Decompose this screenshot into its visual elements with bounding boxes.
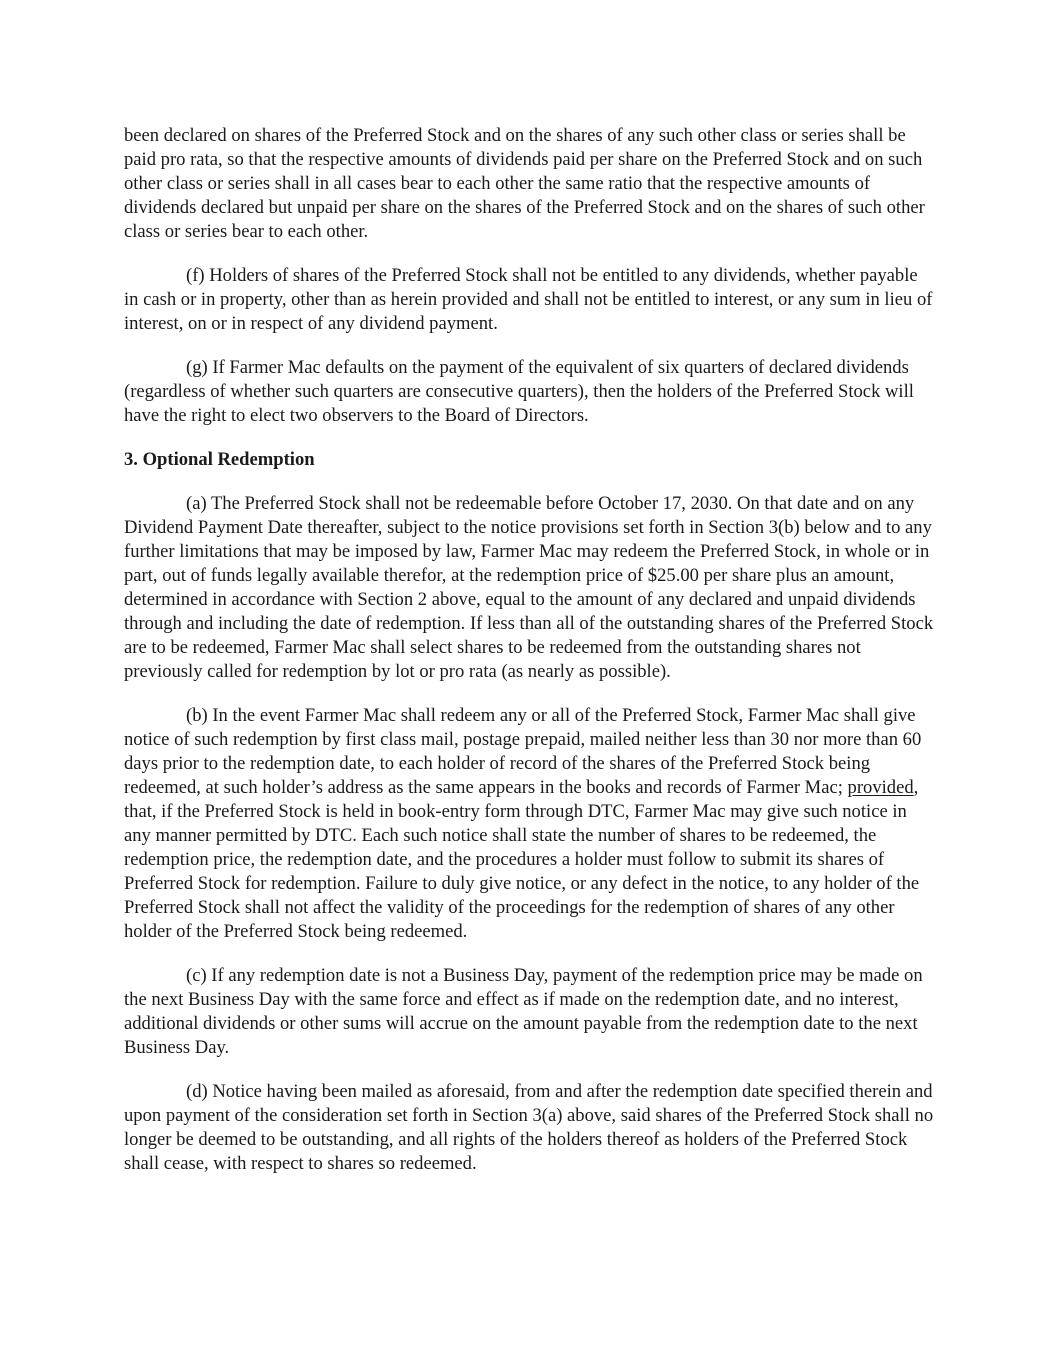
paragraph-f: (f) Holders of shares of the Preferred Stock shall not be entitled to any dividends, whether payable in cash or in property, other than as herein provided and shall not be entitled to interest, or any sum in lieu of interest, on or in respect of any dividend payment. <box>124 265 933 334</box>
paragraph-g: (g) If Farmer Mac defaults on the payment of the equivalent of six quarters of declared dividends (regardless of whether such quarters are consecutive quarters), then the holders of the Preferred Stock will have the right to elect two observers to the Board of Directors. <box>124 357 914 426</box>
paragraph-3b-part1: (b) In the event Farmer Mac shall redeem any or all of the Preferred Stock, Farmer Mac shall give notice of such redemption by first class mail, postage prepaid, mailed neither less than 30 nor more than 60 days prior to the redemption date, to each holder of record of the shares of the Preferred Stock being redeemed, at such holder’s address as the same appears in the books and records of Farmer Mac; <box>124 705 922 798</box>
paragraph-3c: (c) If any redemption date is not a Business Day, payment of the redemption price may be made on the next Business Day with the same force and effect as if made on the redemption date, and no interest, additional dividends or other sums will accrue on the amount payable from the redemption date to the next Business Day. <box>124 965 923 1058</box>
paragraph-3b-part2: , that, if the Preferred Stock is held in book-entry form through DTC, Farmer Mac may give such notice in any manner permitted by DTC. Each such notice shall state the number of shares to be redeemed, the redemption price, the redemption date, and the procedures a holder must follow to submit its shares of Preferred Stock for redemption. Failure to duly give notice, or any defect in the notice, to any holder of the Preferred Stock shall not affect the validity of the proceedings for the redemption of shares of any other holder of the Preferred Stock being redeemed. <box>124 777 920 942</box>
provided-underlined-term: provided <box>847 777 914 798</box>
paragraph-continued: been declared on shares of the Preferred Stock and on the shares of any such other class or series shall be paid pro rata, so that the respective amounts of dividends paid per share on the Preferred Stock and on such other class or series shall in all cases bear to each other the same ratio that the respective amounts of dividends declared but unpaid per share on the shares of the Preferred Stock and on the shares of such other class or series bear to each other. <box>124 125 925 242</box>
paragraph-3b <box>124 704 934 944</box>
paragraph-3d: (d) Notice having been mailed as aforesaid, from and after the redemption date specified therein and upon payment of the consideration set forth in Section 3(a) above, said shares of the Preferred Stock shall no longer be deemed to be outstanding, and all rights of the holders thereof as holders of the Preferred Stock shall cease, with respect to shares so redeemed. <box>124 1081 934 1174</box>
section-heading-optional-redemption: 3. Optional Redemption <box>124 449 315 470</box>
paragraph-3a: (a) The Preferred Stock shall not be redeemable before October 17, 2030. On that date and on any Dividend Payment Date thereafter, subject to the notice provisions set forth in Section 3(b) below and to any further limitations that may be imposed by law, Farmer Mac may redeem the Preferred Stock, in whole or in part, out of funds legally available therefor, at the redemption price of $25.00 per share plus an amount, determined in accordance with Section 2 above, equal to the amount of any declared and unpaid dividends through and including the date of redemption. If less than all of the outstanding shares of the Preferred Stock are to be redeemed, Farmer Mac shall select shares to be redeemed from the outstanding shares not previously called for redemption by lot or pro rata (as nearly as possible). <box>124 493 934 682</box>
document-body <box>124 124 934 1196</box>
